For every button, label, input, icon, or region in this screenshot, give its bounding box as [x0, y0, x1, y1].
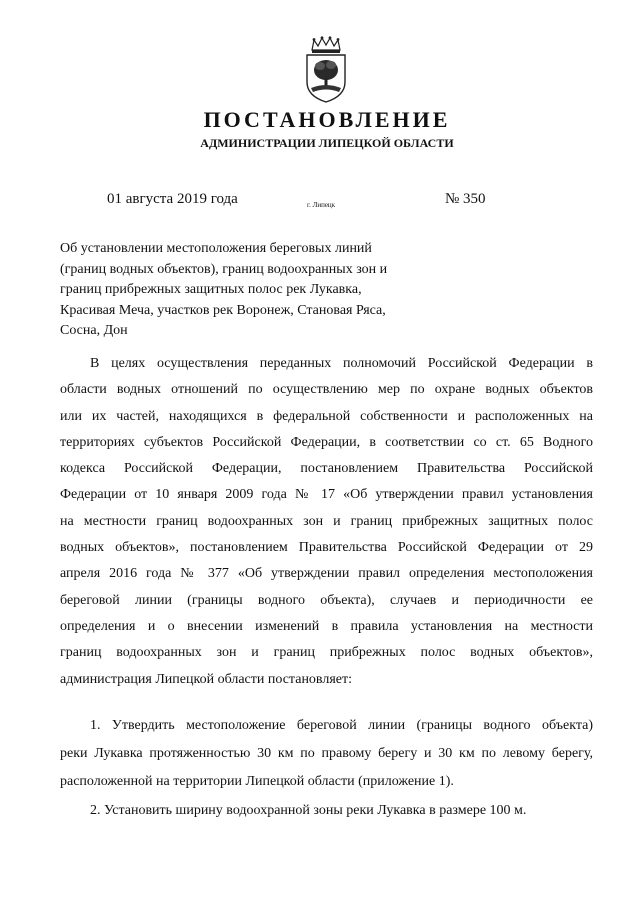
subject-line: границ прибрежных защитных полос рек Лукавка, — [60, 282, 362, 297]
item-line: 1. Утвердить местоположение береговой линии (границы водного объекта) — [90, 718, 593, 733]
body-line: или их частей, находящихся в федеральной собственности и расположенных на — [60, 408, 593, 424]
body-line: водных объектов», постановлением Правительства Российской Федерации от 29 — [60, 540, 593, 556]
body-line: В целях осуществления переданных полномочий Российской Федерации в — [90, 356, 593, 371]
body-line: определения и о внесении изменений в правила установления на местности — [60, 618, 593, 634]
body-line: администрация Липецкой области постановляет: — [60, 671, 353, 687]
body-line: Федерации от 10 января 2009 года № 17 «Об утверждении правил установления — [60, 487, 593, 503]
document-subject — [60, 239, 430, 342]
document-title: ПОСТАНОВЛЕНИЕ — [203, 107, 451, 132]
subject-line: (границ водных объектов), границ водоохранных зон и — [60, 261, 388, 277]
resolution-item-2 — [60, 797, 593, 825]
preamble-paragraph — [60, 351, 593, 693]
item-line: реки Лукавка протяженностью 30 км по правому берегу и 30 км по левому берегу, — [60, 746, 593, 761]
body-line: области водных отношений по осуществлению мер по охране водных объектов — [60, 382, 593, 398]
coat-of-arms-icon — [303, 36, 349, 104]
body-line: береговой линии (границы водного объекта), случаев и периодичности ее — [60, 592, 593, 608]
subject-line: Об установлении местоположения береговых линий — [60, 241, 372, 256]
body-line: апреля 2016 года № 377 «Об утверждении правил определения местоположения — [60, 566, 593, 582]
item-line: 2. Установить ширину водоохранной зоны реки Лукавка в размере 100 м. — [90, 803, 527, 818]
subject-line: Красивая Меча, участков рек Воронеж, Становая Ряса, — [60, 302, 386, 318]
document-number: № 350 — [445, 191, 486, 207]
body-line: территориях субъектов Российской Федерации, в соответствии со ст. 65 Водного — [60, 434, 593, 450]
resolution-item-1 — [60, 712, 593, 796]
document-subtitle: АДМИНИСТРАЦИИ ЛИПЕЦКОЙ ОБЛАСТИ — [200, 136, 454, 150]
body-line: на местности границ водоохранных зон и границ прибрежных защитных полос — [60, 513, 593, 529]
item-line: расположенной на территории Липецкой области (приложение 1). — [60, 774, 454, 789]
document-city: г. Липецк — [307, 201, 336, 209]
body-line: кодекса Российской Федерации, постановлением Правительства Российской — [60, 461, 593, 477]
body-line: границ водоохранных зон и границ прибрежных полос водных объектов», — [60, 645, 593, 661]
document-date: 01 августа 2019 года — [107, 191, 238, 207]
subject-line: Сосна, Дон — [60, 323, 128, 338]
